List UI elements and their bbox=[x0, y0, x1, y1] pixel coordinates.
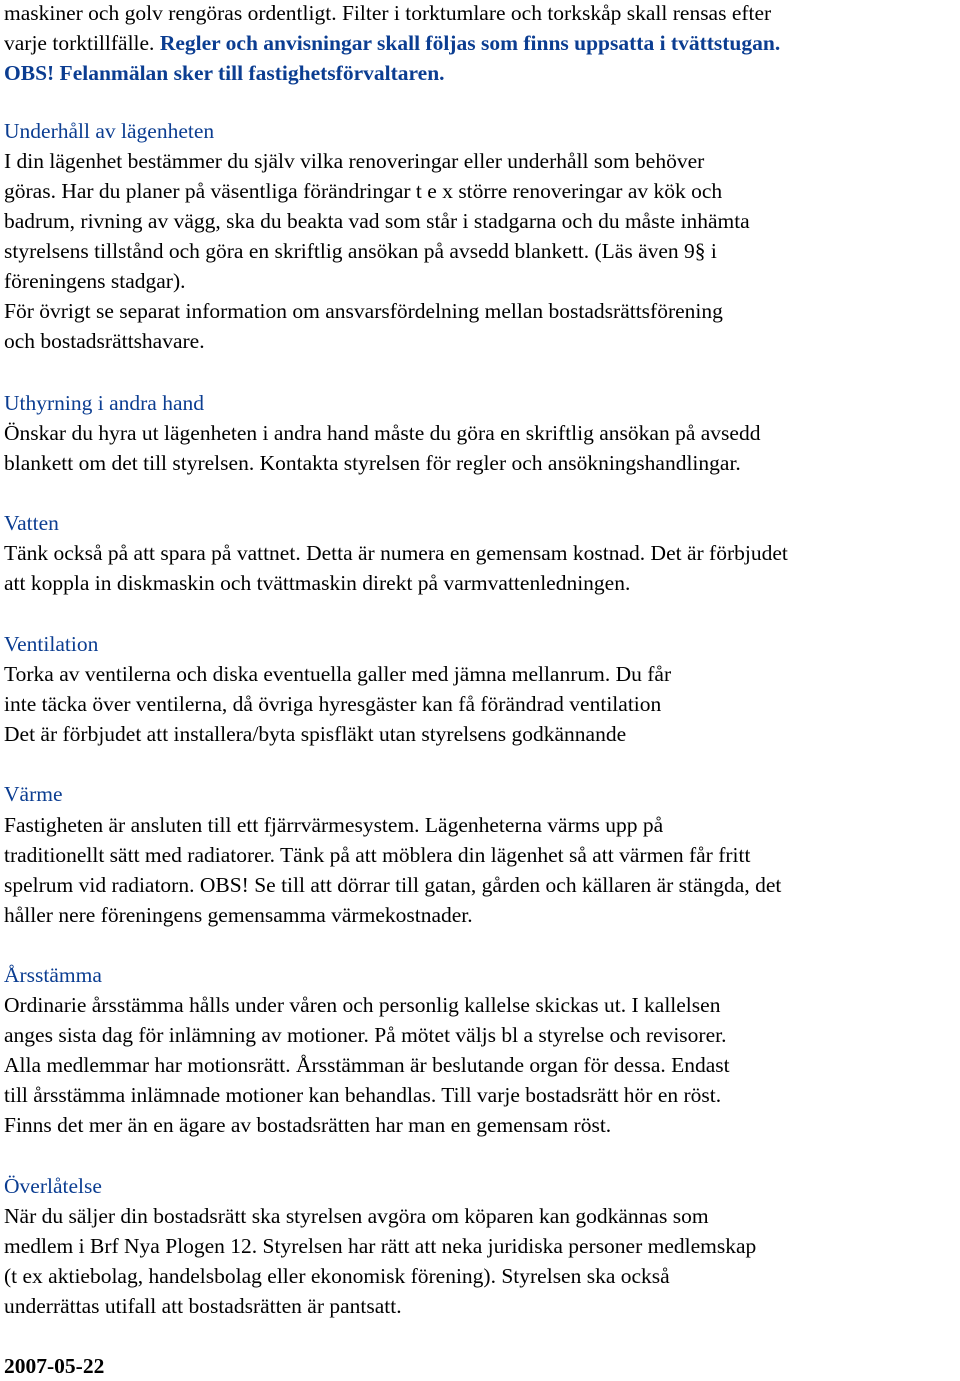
paragraph-line: medlem i Brf Nya Plogen 12. Styrelsen har rätt att neka juridiska personer medlemskap bbox=[4, 1234, 757, 1258]
paragraph-line: Ordinarie årsstämma hålls under våren och personlig kallelse skickas ut. I kallelsen bbox=[4, 993, 721, 1017]
paragraph-line: Önskar du hyra ut lägenheten i andra hand måste du göra en skriftlig ansökan på avsedd bbox=[4, 421, 761, 445]
rules-notice: Regler och anvisningar skall följas som finns uppsatta i tvättstugan. bbox=[159, 31, 781, 55]
paragraph-line: blankett om det till styrelsen. Kontakta styrelsen för regler och ansökningshandlingar. bbox=[4, 451, 741, 475]
paragraph-line: När du säljer din bostadsrätt ska styrelsen avgöra om köparen kan godkännas som bbox=[4, 1204, 709, 1228]
paragraph-line: Alla medlemmar har motionsrätt. Årsstämman är beslutande organ för dessa. Endast bbox=[4, 1053, 730, 1077]
paragraph-line: I din lägenhet bestämmer du själv vilka renoveringar eller underhåll som behöver bbox=[4, 149, 705, 173]
paragraph-line: (t ex aktiebolag, handelsbolag eller ekonomisk förening). Styrelsen ska också bbox=[4, 1264, 670, 1288]
fault-report-notice: OBS! Felanmälan sker till fastighetsförvaltaren. bbox=[4, 61, 445, 85]
text-span: varje torktillfälle. bbox=[4, 31, 160, 55]
paragraph-line: badrum, rivning av vägg, ska du beakta vad som står i stadgarna och du måste inhämta bbox=[4, 209, 750, 233]
paragraph-line: inte täcka över ventilerna, då övriga hyresgäster kan få förändrad ventilation bbox=[4, 692, 662, 716]
section-heading-vatten: Vatten bbox=[4, 511, 59, 535]
paragraph-line: Fastigheten är ansluten till ett fjärrvärmesystem. Lägenheterna värms upp på bbox=[4, 813, 664, 837]
paragraph-line: För övrigt se separat information om ansvarsfördelning mellan bostadsrättsförening bbox=[4, 299, 723, 323]
paragraph-line: Torka av ventilerna och diska eventuella galler med jämna mellanrum. Du får bbox=[4, 662, 672, 686]
paragraph-line: håller nere föreningens gemensamma värmekostnader. bbox=[4, 903, 473, 927]
paragraph-line: Finns det mer än en ägare av bostadsrätten har man en gemensam röst. bbox=[4, 1113, 612, 1137]
paragraph-line: anges sista dag för inlämning av motioner. På mötet väljs bl a styrelse och revisorer. bbox=[4, 1023, 727, 1047]
paragraph-line: maskiner och golv rengöras ordentligt. Filter i torktumlare och torkskåp skall rensas efter bbox=[4, 1, 772, 25]
paragraph-line: göras. Har du planer på väsentliga förändringar t e x större renoveringar av kök och bbox=[4, 179, 723, 203]
paragraph-line: och bostadsrättshavare. bbox=[4, 329, 205, 353]
section-heading-overlatelse: Överlåtelse bbox=[4, 1174, 102, 1198]
paragraph-line: underrättas utifall att bostadsrätten är pantsatt. bbox=[4, 1294, 402, 1318]
paragraph-line: Tänk också på att spara på vattnet. Detta är numera en gemensam kostnad. Det är förbjudet bbox=[4, 541, 788, 565]
section-heading-ventilation: Ventilation bbox=[4, 632, 99, 656]
paragraph-line bbox=[4, 28, 780, 58]
paragraph-line: till årsstämma inlämnade motioner kan behandlas. Till varje bostadsrätt hör en röst. bbox=[4, 1083, 722, 1107]
paragraph-line: Det är förbjudet att installera/byta spisfläkt utan styrelsens godkännande bbox=[4, 722, 627, 746]
section-heading-varme: Värme bbox=[4, 782, 63, 806]
section-heading-arsstamma: Årsstämma bbox=[4, 963, 102, 987]
paragraph-line: föreningens stadgar). bbox=[4, 269, 186, 293]
paragraph-line: att koppla in diskmaskin och tvättmaskin direkt på varmvattenledningen. bbox=[4, 571, 631, 595]
document-date: 2007-05-22 bbox=[4, 1354, 105, 1378]
paragraph-line: styrelsens tillstånd och göra en skriftlig ansökan på avsedd blankett. (Läs även 9§ i bbox=[4, 239, 717, 263]
paragraph-line: traditionellt sätt med radiatorer. Tänk på att möblera din lägenhet så att värmen får fritt bbox=[4, 843, 751, 867]
section-heading-underhall: Underhåll av lägenheten bbox=[4, 119, 215, 143]
section-heading-uthyrning: Uthyrning i andra hand bbox=[4, 391, 205, 415]
paragraph-line: spelrum vid radiatorn. OBS! Se till att dörrar till gatan, gården och källaren är stängda, det bbox=[4, 873, 782, 897]
